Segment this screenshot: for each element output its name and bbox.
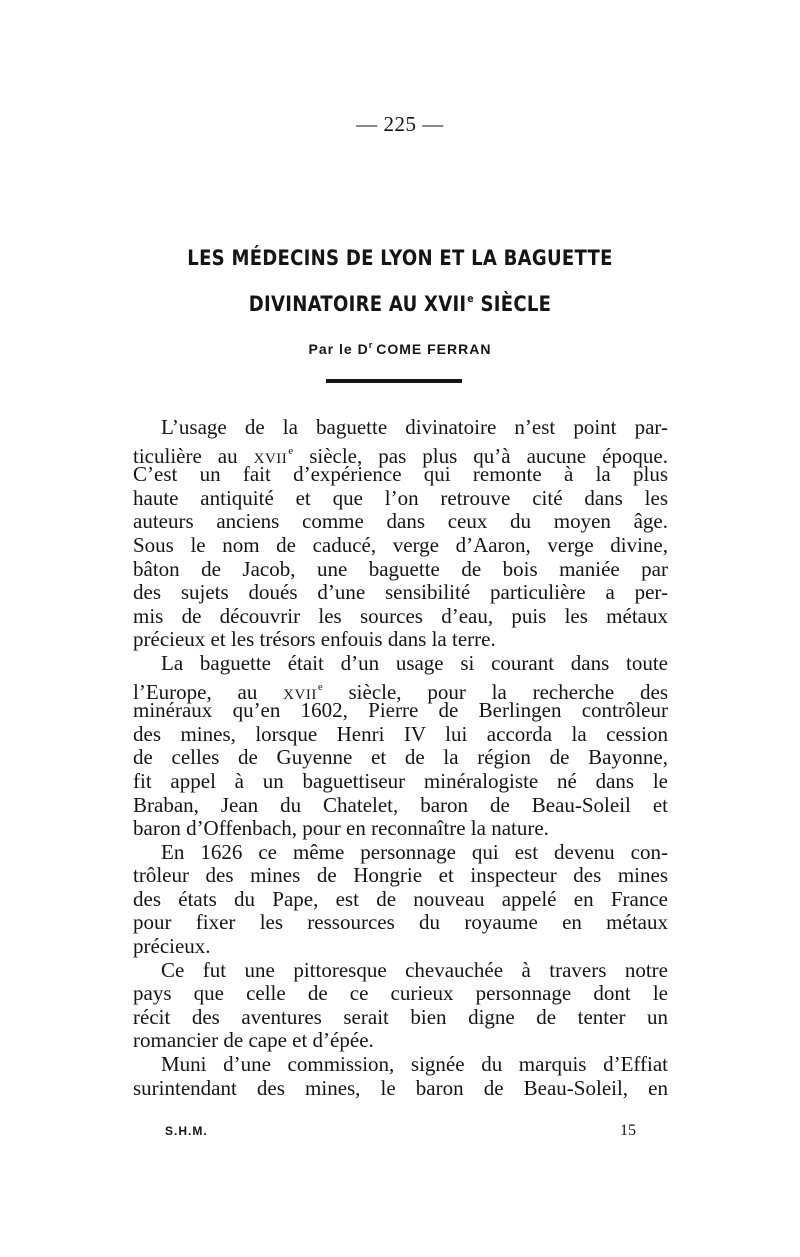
body-line: trôleur des mines de Hongrie et inspecteur des mines [133,863,668,888]
body-line: précieux et les trésors enfouis dans la terre. [133,627,496,652]
body-line: minéraux qu’en 1602, Pierre de Berlingen contrôleur [133,698,668,723]
body-line: Sous le nom de caducé, verge d’Aaron, verge divine, [133,532,668,557]
sheet-number: 15 [620,1122,636,1139]
body-line: Ce fut une pittoresque chevauchée à travers notre [161,957,668,982]
body-line: C’est un fait d’expérience qui remonte à la plus [133,462,668,487]
author-byline [0,340,800,357]
title-text-end: SIÈCLE [473,292,552,316]
body-line: fit appel à un baguettiseur minéralogiste né dans le [133,768,668,793]
body-line: baron d’Offenbach, pour en reconnaître la nature. [133,816,549,841]
article-title-line-2 [56,292,744,316]
body-line: Muni d’une commission, signée du marquis d’Effiat [161,1052,668,1077]
body-line: précieux. [133,934,211,959]
body-line: ticulière au xvii$^e$ siècle, pas plus qu’à aucune époque. [133,443,668,468]
byline-prefix: Par le D [308,341,369,357]
body-line: des sujets doués d’une sensibilité particulière a per- [133,580,668,605]
body-line: L’usage de la baguette divinatoire n’est point par- [161,415,668,439]
body-line: de celles de Guyenne et de la région de Bayonne, [133,745,668,770]
body-line: pays que celle de ce curieux personnage dont le [133,981,668,1006]
byline-superscript: r [368,340,374,350]
body-line: En 1626 ce même personnage qui est devenu con- [161,839,668,864]
body-line: surintendant des mines, le baron de Beau-Soleil, en [133,1075,668,1100]
body-line: romancier de cape et d’épée. [133,1028,374,1053]
title-divider [326,379,462,383]
page-number: — 225 — [356,112,444,136]
body-line: des états du Pape, est de nouveau appelé en France [133,886,668,911]
body-line: l’Europe, au xvii$^e$ siècle, pour la recherche des [133,679,668,704]
byline-author: COME FERRAN [376,341,492,357]
body-line: pour fixer les ressources du royaume en métaux [133,910,668,935]
body-line: bâton de Jacob, une baguette de bois maniée par [133,556,668,581]
body-line: La baguette était d’un usage si courant dans toute [161,650,668,675]
body-line: des mines, lorsque Henri IV lui accorda la cession [133,721,668,746]
body-line: Braban, Jean du Chatelet, baron de Beau-Soleil et [133,792,668,817]
body-line: haute antiquité et que l’on retrouve cité dans les [133,485,668,510]
signature-mark: S.H.M. [165,1124,208,1138]
body-line: auteurs anciens comme dans ceux du moyen âge. [133,509,668,534]
title-text: DIVINATOIRE AU XVII [248,292,467,316]
article-body [133,416,668,1100]
title-superscript: e [467,292,474,305]
body-line: récit des aventures serait bien digne de tenter un [133,1004,668,1029]
body-line: mis de découvrir les sources d’eau, puis les métaux [133,603,668,628]
article-title-line-1: LES MÉDECINS DE LYON ET LA BAGUETTE [187,246,613,270]
